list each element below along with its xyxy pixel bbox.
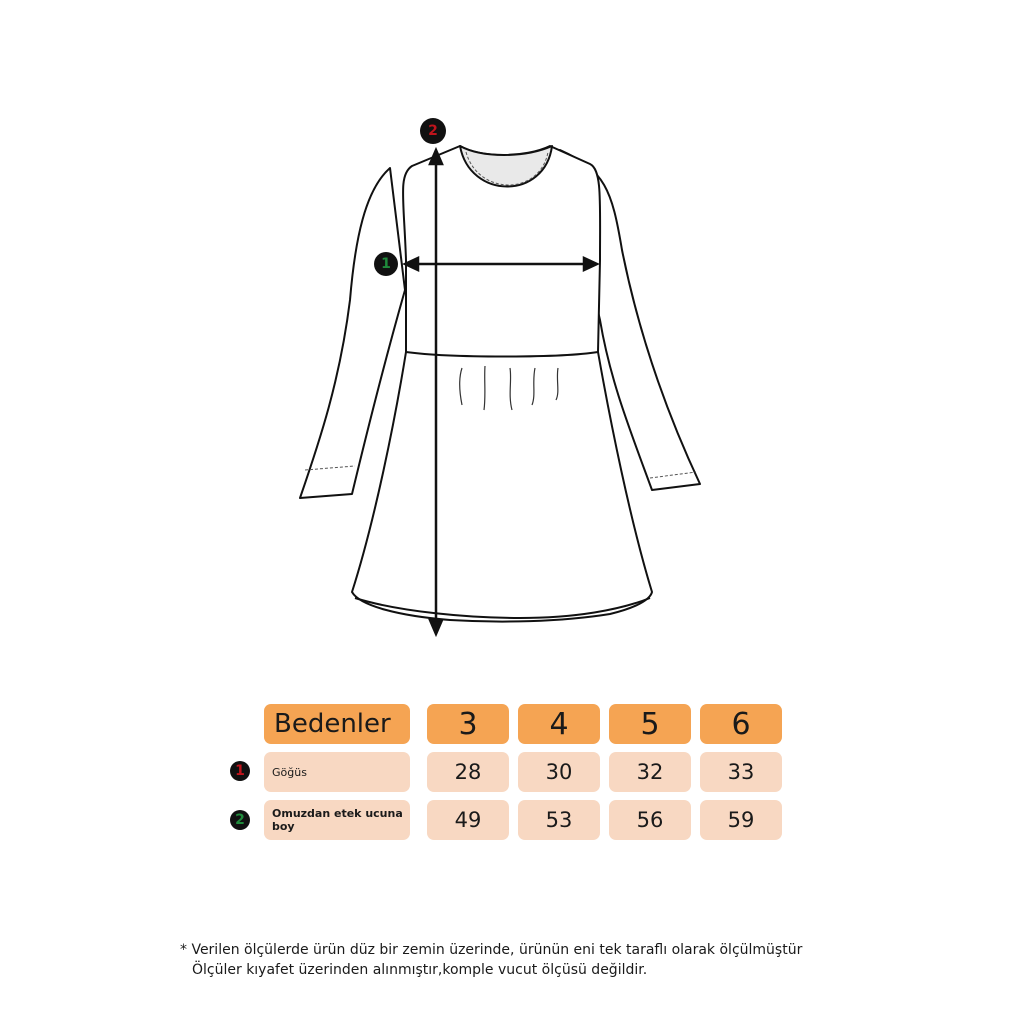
size-header-5: 5 bbox=[609, 704, 691, 744]
row-2-number: 2 bbox=[235, 812, 245, 828]
table-header-bedenler: Bedenler bbox=[264, 704, 410, 744]
row-label-length: Omuzdan etek ucuna boy bbox=[264, 800, 410, 840]
skirt-outline bbox=[352, 352, 652, 622]
row-1-value-size-3: 28 bbox=[427, 752, 509, 792]
row-1-value-size-6: 33 bbox=[700, 752, 782, 792]
marker-1-number: 1 bbox=[381, 256, 391, 272]
row-1-value-size-5: 32 bbox=[609, 752, 691, 792]
row-label-gogus: Göğüs bbox=[264, 752, 410, 792]
size-header-6: 6 bbox=[700, 704, 782, 744]
footnote-line-1: * Verilen ölçülerde ürün düz bir zemin üzerinde, ürünün eni tek taraflı olarak ölçülmüştür bbox=[180, 942, 803, 958]
row-2-value-size-3: 49 bbox=[427, 800, 509, 840]
row-2-value-size-4: 53 bbox=[518, 800, 600, 840]
marker-1 bbox=[374, 252, 398, 276]
row-1-badge bbox=[230, 761, 250, 781]
row-2-value-size-6: 59 bbox=[700, 800, 782, 840]
footnote-line-2: Ölçüler kıyafet üzerinden alınmıştır,komple vucut ölçüsü değildir. bbox=[192, 962, 648, 978]
row-2-badge bbox=[230, 810, 250, 830]
size-header-4: 4 bbox=[518, 704, 600, 744]
marker-2 bbox=[420, 118, 446, 144]
size-header-3: 3 bbox=[427, 704, 509, 744]
marker-2-number: 2 bbox=[428, 123, 438, 139]
row-1-value-size-4: 30 bbox=[518, 752, 600, 792]
row-1-number: 1 bbox=[235, 763, 245, 779]
row-2-value-size-5: 56 bbox=[609, 800, 691, 840]
